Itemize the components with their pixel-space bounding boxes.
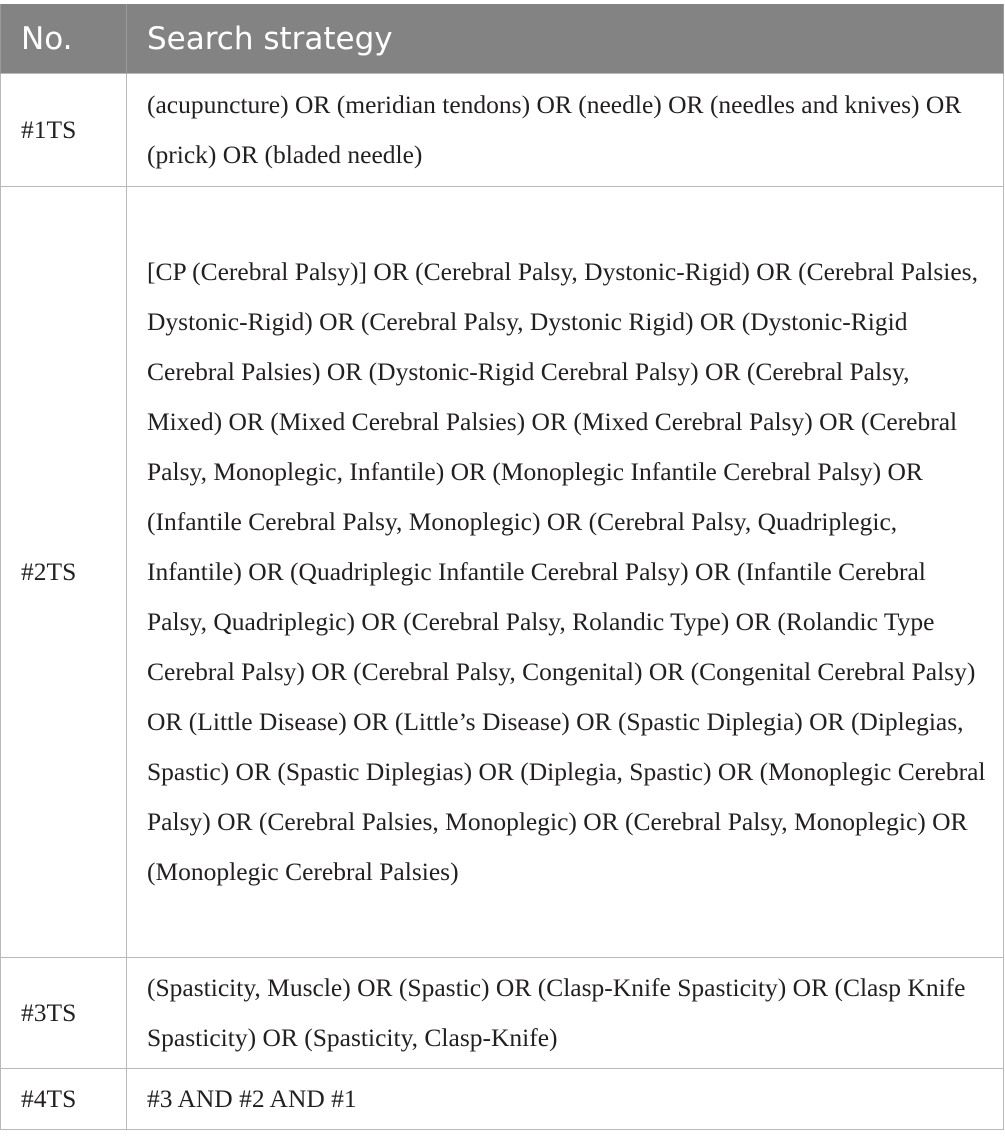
row-number: #4TS [1, 1069, 127, 1130]
header-no: No. [1, 4, 127, 74]
header-row [1, 4, 1004, 74]
table-body [1, 74, 1004, 1130]
row-strategy: #3 AND #2 AND #1 [127, 1069, 1004, 1130]
table-row [1, 187, 1004, 958]
row-number: #3TS [1, 958, 127, 1069]
header-search-strategy: Search strategy [127, 4, 1004, 74]
row-strategy: (acupuncture) OR (meridian tendons) OR (needle) OR (needles and knives) OR (prick) OR (bladed needle) [127, 74, 1004, 187]
table-header [1, 4, 1004, 74]
row-strategy: [CP (Cerebral Palsy)] OR (Cerebral Palsy, Dystonic-Rigid) OR (Cerebral Palsies, Dystonic-Rigid) OR (Cerebral Palsy, Dystonic Rigid) OR (Dystonic-Rigid Cerebral Palsies) OR (Dystonic-Rigid Cerebral Palsy) OR (Cerebral Palsy, Mixed) OR (Mixed Cerebral Palsies) OR (Mixed Cerebral Palsy) OR (Cerebral Palsy, Monoplegic, Infantile) OR (Monoplegic Infantile Cerebral Palsy) OR (Infantile Cerebral Palsy, Monoplegic) OR (Cerebral Palsy, Quadriplegic, Infantile) OR (Quadriplegic Infantile Cerebral Palsy) OR (Infantile Cerebral Palsy, Quadriplegic) OR (Cerebral Palsy, Rolandic Type) OR (Rolandic Type Cerebral Palsy) OR (Cerebral Palsy, Congenital) OR (Congenital Cerebral Palsy) OR (Little Disease) OR (Little’s Disease) OR (Spastic Diplegia) OR (Diplegias, Spastic) OR (Spastic Diplegias) OR (Diplegia, Spastic) OR (Monoplegic Cerebral Palsy) OR (Cerebral Palsies, Monoplegic) OR (Cerebral Palsy, Monoplegic) OR (Monoplegic Cerebral Palsies) [127, 187, 1004, 958]
row-number: #1TS [1, 74, 127, 187]
search-strategy-table [0, 4, 1004, 1130]
row-strategy: (Spasticity, Muscle) OR (Spastic) OR (Clasp-Knife Spasticity) OR (Clasp Knife Spasticity) OR (Spasticity, Clasp-Knife) [127, 958, 1004, 1069]
search-strategy-table-container [0, 4, 1003, 1130]
table-row [1, 958, 1004, 1069]
table-row [1, 1069, 1004, 1130]
table-row [1, 74, 1004, 187]
row-number: #2TS [1, 187, 127, 958]
